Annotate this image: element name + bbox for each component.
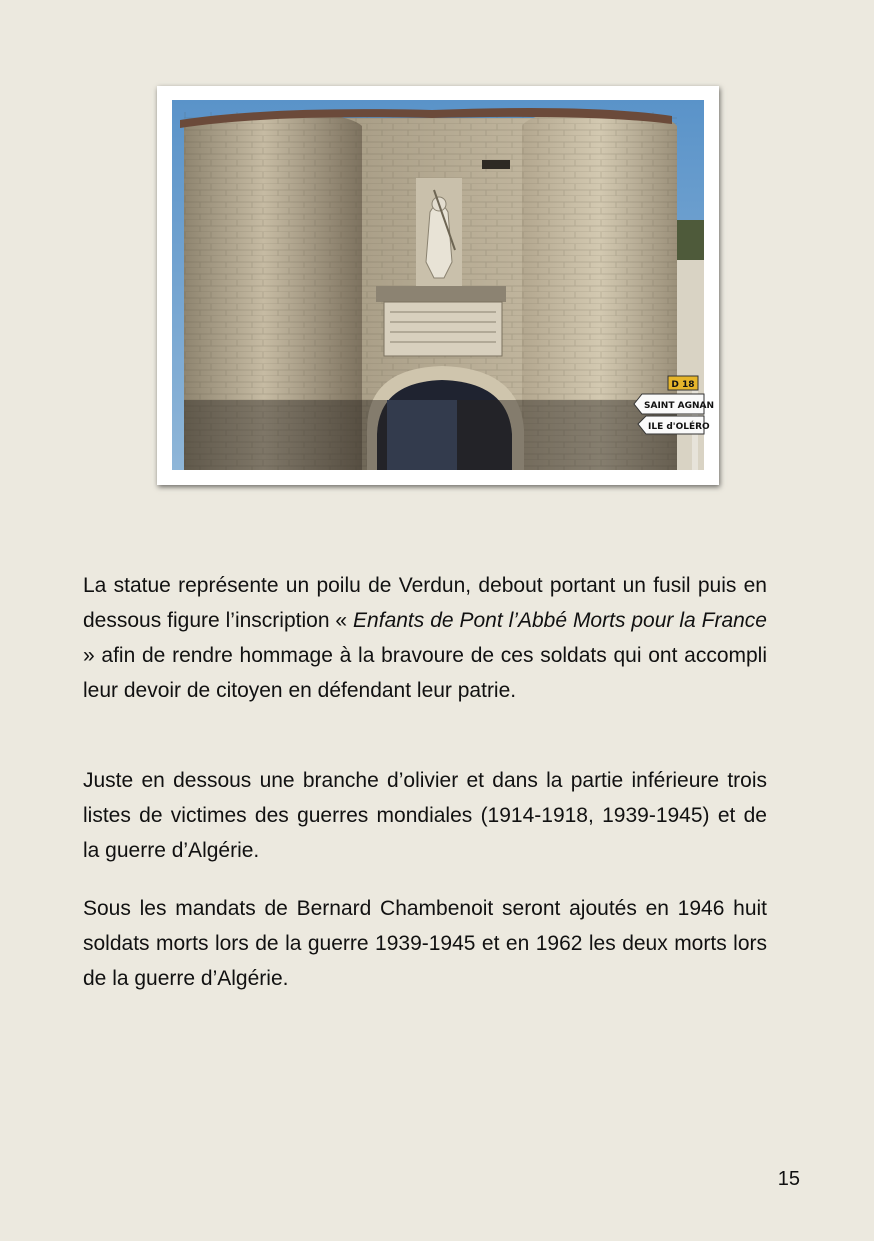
sign-2-text: ILE d'OLÉRO: [648, 422, 710, 432]
sign-top-text: D 18: [671, 380, 695, 390]
p1-text-b: » afin de rendre hommage à la bravoure de ces soldats qui ont accompli leur devoir de citoyen en défendant leur patrie.: [83, 644, 767, 702]
p1-text-a: La statue représente un poilu de Verdun, debout portant un fusil puis en dessous figure l’inscription «: [83, 574, 767, 632]
page-number: 15: [777, 1168, 800, 1190]
paragraph-olive-branch: [83, 763, 767, 868]
p2-text: Juste en dessous une branche d’olivier et dans la partie inférieure trois listes de victimes des guerres mondiales (1914-1918, 1939-1945) et de la guerre d’Algérie.: [83, 769, 767, 862]
photo-frame: [157, 86, 719, 485]
sign-1-text: SAINT AGNAN: [644, 401, 714, 411]
p3-text: Sous les mandats de Bernard Chambenoit seront ajoutés en 1946 huit soldats morts lors de la guerre 1939-1945 et en 1962 les deux morts lors de la guerre d’Algérie.: [83, 897, 767, 990]
inscription-italic: Enfants de Pont l’Abbé Morts pour la France: [353, 609, 767, 632]
gate-photo: [172, 100, 714, 470]
paragraph-statue: [83, 568, 767, 708]
paragraph-mandates: [83, 891, 767, 996]
